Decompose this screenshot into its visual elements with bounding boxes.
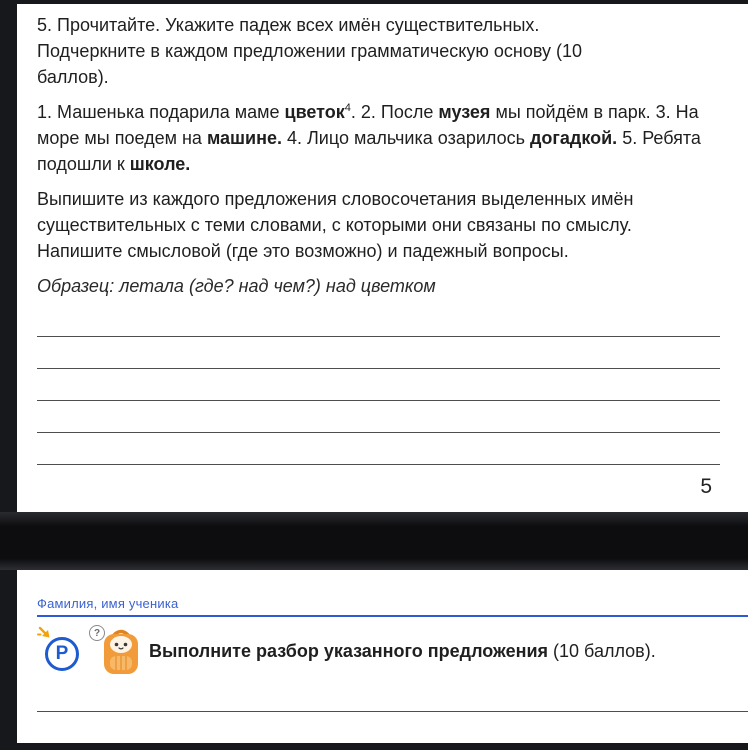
writing-line <box>37 433 720 465</box>
worksheet-page-bottom <box>17 570 748 743</box>
writing-line <box>37 711 748 712</box>
student-name-label: Фамилия, имя ученика <box>37 596 179 611</box>
parse-task-bold: Выполните разбор указанного предложения <box>149 640 549 661</box>
writing-line <box>37 401 720 433</box>
superscript-4: 4 <box>344 102 351 114</box>
student-name-underline <box>37 615 748 617</box>
bold-noun-mashine: машине. <box>206 128 282 148</box>
answer-lines-block <box>37 305 720 465</box>
writing-line <box>37 305 720 337</box>
sentence-text: 1. Машенька подарила маме <box>37 102 285 122</box>
page-gap-shadow <box>0 512 748 570</box>
writing-line <box>37 337 720 369</box>
logo-cluster <box>37 625 145 677</box>
parse-task-row <box>37 625 722 677</box>
backpack-mascot-icon <box>101 627 141 677</box>
sentence-text: 4. Лицо мальчика озарилось <box>281 128 530 148</box>
page-number: 5 <box>700 475 712 498</box>
bold-noun-shkole: школе. <box>129 154 191 174</box>
parse-task-text <box>149 639 656 664</box>
example-line: Образец: летала (где? над чем?) над цветком <box>37 276 436 296</box>
writing-line <box>37 369 720 401</box>
bold-noun-muzeya: музея <box>438 102 491 122</box>
sentence-text: 5. Ребята подошли к <box>37 128 701 174</box>
bold-noun-dogadkoy: догадкой. <box>530 128 618 148</box>
followup-instructions: Выпишите из каждого предложения словосочетания выделенных имён существительных с теми словами, с которыми они связаны по смыслу. Напишите смысловой (где это возможно) и падежный вопросы. <box>37 189 634 261</box>
bold-noun-tsvetok: цветок <box>284 102 345 122</box>
parse-task-points: (10 баллов). <box>548 640 656 661</box>
exercise-sentences <box>37 99 720 177</box>
task5-instructions: 5. Прочитайте. Укажите падеж всех имён существительных. Подчеркните в каждом предложении грамматическую основу (10 баллов). <box>37 15 583 87</box>
question-mark: ? <box>93 627 101 639</box>
sentence-text: мы пойдём в парк. 3. На море мы поедем на <box>37 102 699 148</box>
sentence-text: . 2. После <box>350 102 439 122</box>
p-logo-letter: P <box>55 643 69 664</box>
p-logo-icon <box>45 637 79 671</box>
worksheet-page-top <box>17 4 748 512</box>
